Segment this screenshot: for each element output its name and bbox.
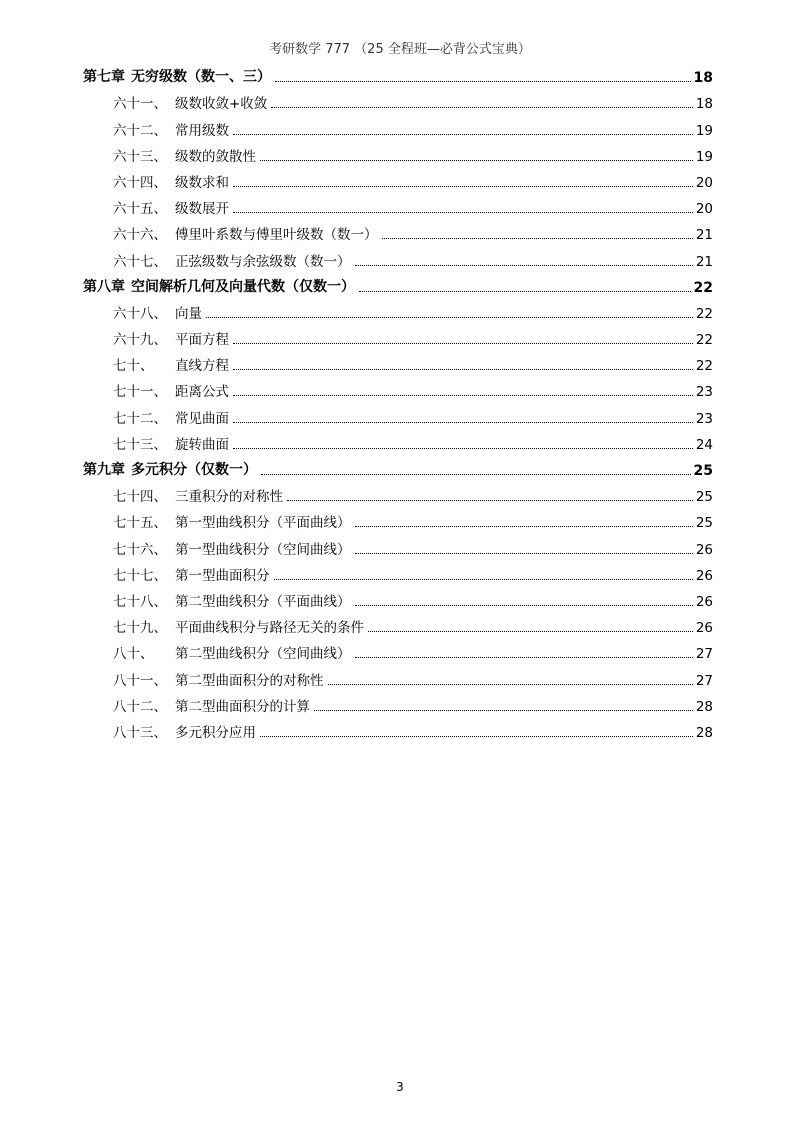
- toc-entry-number: 七十八、: [113, 593, 167, 610]
- toc-entry-number: 八十二、: [113, 698, 167, 715]
- toc-chapter-entry[interactable]: [83, 453, 713, 479]
- toc-entry-page: 26: [695, 593, 713, 610]
- toc-entry-title: 常见曲面: [175, 410, 229, 427]
- toc-dot-leader: [382, 238, 693, 239]
- toc-entry-page: 25: [695, 515, 713, 532]
- toc-section-entry[interactable]: [83, 662, 713, 688]
- toc-entry-page: 18: [695, 96, 713, 113]
- toc-section-entry[interactable]: [83, 243, 713, 269]
- toc-entry-number: 七十五、: [113, 515, 167, 532]
- toc-dot-leader: [233, 422, 693, 423]
- toc-entry-title: 旋转曲面: [175, 436, 229, 453]
- toc-section-entry[interactable]: [83, 531, 713, 557]
- page-header: 考研数学 777 （25 全程班—必背公式宝典）: [269, 42, 531, 57]
- toc-section-entry[interactable]: [83, 715, 713, 741]
- toc-entry-number: 七十九、: [113, 620, 167, 637]
- toc-section-entry[interactable]: [83, 479, 713, 505]
- toc-dot-leader: [206, 317, 693, 318]
- toc-entry-title: 平面曲线积分与路径无关的条件: [175, 620, 364, 637]
- toc-entry-number: 七十七、: [113, 567, 167, 584]
- toc-entry-page: 26: [695, 567, 713, 584]
- toc-entry-title: 第一型曲面积分: [175, 567, 270, 584]
- toc-dot-leader: [328, 684, 693, 685]
- toc-entry-page: 21: [695, 253, 713, 270]
- toc-dot-leader: [355, 657, 693, 658]
- toc-entry-number: 七十二、: [113, 410, 167, 427]
- toc-section-entry[interactable]: [83, 636, 713, 662]
- toc-section-entry[interactable]: [83, 584, 713, 610]
- toc-entry-number: 六十四、: [113, 174, 167, 191]
- toc-entry-number: 第七章: [83, 69, 125, 86]
- toc-entry-title: 直线方程: [175, 358, 229, 375]
- toc-entry-page: 19: [695, 122, 713, 139]
- toc-section-entry[interactable]: [83, 505, 713, 531]
- toc-entry-page: 18: [693, 70, 713, 87]
- toc-chapter-entry[interactable]: [83, 270, 713, 296]
- toc-dot-leader: [274, 579, 693, 580]
- toc-entry-number: 第八章: [83, 278, 125, 295]
- toc-entry-page: 27: [695, 672, 713, 689]
- toc-entry-number: 八十、: [113, 646, 154, 663]
- toc-entry-page: 19: [695, 148, 713, 165]
- toc-entry-number: 六十六、: [113, 227, 167, 244]
- toc-entry-title: 第二型曲面积分的计算: [175, 698, 310, 715]
- toc-dot-leader: [233, 343, 693, 344]
- toc-entry-number: 七十三、: [113, 436, 167, 453]
- toc-entry-page: 24: [695, 436, 713, 453]
- toc-entry-page: 22: [695, 332, 713, 349]
- toc-entry-number: 六十三、: [113, 148, 167, 165]
- toc-entry-page: 20: [695, 174, 713, 191]
- toc-entry-page: 23: [695, 384, 713, 401]
- toc-dot-leader: [233, 186, 693, 187]
- toc-entry-title: 第二型曲线积分（平面曲线）: [175, 593, 351, 610]
- toc-entry-page: 27: [695, 646, 713, 663]
- toc-entry-title: 三重积分的对称性: [175, 489, 283, 506]
- toc-entry-number: 六十二、: [113, 122, 167, 139]
- toc-dot-leader: [275, 81, 691, 82]
- toc-entry-title: 第一型曲线积分（平面曲线）: [175, 515, 351, 532]
- page-number: 3: [396, 1080, 404, 1094]
- toc-section-entry[interactable]: [83, 558, 713, 584]
- toc-dot-leader: [233, 448, 693, 449]
- toc-entry-page: 20: [695, 201, 713, 218]
- toc-entry-title: 级数展开: [175, 201, 229, 218]
- toc-entry-page: 25: [695, 489, 713, 506]
- toc-entry-page: 22: [693, 279, 713, 296]
- toc-dot-leader: [233, 212, 693, 213]
- toc-section-entry[interactable]: [83, 610, 713, 636]
- table-of-contents: [83, 60, 713, 741]
- toc-entry-number: 七十四、: [113, 489, 167, 506]
- toc-dot-leader: [233, 369, 693, 370]
- toc-dot-leader: [355, 265, 693, 266]
- toc-entry-number: 八十三、: [113, 724, 167, 741]
- toc-entry-number: 七十六、: [113, 541, 167, 558]
- toc-entry-number: 六十八、: [113, 305, 167, 322]
- toc-entry-page: 26: [695, 541, 713, 558]
- toc-entry-title: 多元积分应用: [175, 724, 256, 741]
- toc-entry-title: 向量: [175, 305, 202, 322]
- toc-entry-title: 平面方程: [175, 332, 229, 349]
- toc-dot-leader: [355, 605, 693, 606]
- toc-section-entry[interactable]: [83, 689, 713, 715]
- toc-dot-leader: [271, 107, 693, 108]
- toc-section-entry[interactable]: [83, 86, 713, 112]
- toc-entry-title: 第一型曲线积分（空间曲线）: [175, 541, 351, 558]
- toc-section-entry[interactable]: [83, 374, 713, 400]
- toc-entry-title: 距离公式: [175, 384, 229, 401]
- toc-entry-page: 22: [695, 305, 713, 322]
- toc-entry-title: 第二型曲面积分的对称性: [175, 672, 324, 689]
- toc-section-entry[interactable]: [83, 296, 713, 322]
- toc-dot-leader: [261, 474, 691, 475]
- toc-section-entry[interactable]: [83, 322, 713, 348]
- toc-section-entry[interactable]: [83, 348, 713, 374]
- toc-entry-title: 傅里叶系数与傅里叶级数（数一）: [175, 227, 378, 244]
- toc-dot-leader: [314, 710, 693, 711]
- toc-dot-leader: [260, 160, 693, 161]
- toc-dot-leader: [233, 134, 693, 135]
- toc-dot-leader: [260, 736, 693, 737]
- toc-entry-page: 26: [695, 620, 713, 637]
- toc-entry-title: 多元积分（仅数一）: [131, 462, 257, 478]
- toc-dot-leader: [287, 500, 693, 501]
- toc-entry-number: 第九章: [83, 462, 125, 478]
- toc-entry-number: 七十一、: [113, 384, 167, 401]
- toc-entry-page: 23: [695, 410, 713, 427]
- toc-entry-title: 级数求和: [175, 174, 229, 191]
- toc-entry-number: 六十七、: [113, 253, 167, 270]
- toc-section-entry[interactable]: [83, 112, 713, 138]
- toc-dot-leader: [233, 395, 693, 396]
- toc-entry-title: 常用级数: [175, 122, 229, 139]
- toc-entry-page: 22: [695, 358, 713, 375]
- toc-entry-page: 21: [695, 227, 713, 244]
- toc-entry-title: 正弦级数与余弦级数（数一）: [175, 253, 351, 270]
- toc-section-entry[interactable]: [83, 139, 713, 165]
- toc-dot-leader: [355, 553, 693, 554]
- toc-entry-page: 28: [695, 724, 713, 741]
- toc-section-entry[interactable]: [83, 191, 713, 217]
- toc-entry-page: 25: [693, 463, 713, 479]
- toc-entry-title: 第二型曲线积分（空间曲线）: [175, 646, 351, 663]
- toc-entry-number: 六十一、: [113, 96, 167, 113]
- toc-entry-number: 六十五、: [113, 201, 167, 218]
- toc-entry-number: 八十一、: [113, 672, 167, 689]
- toc-entry-title: 级数的敛散性: [175, 148, 256, 165]
- toc-entry-title: 级数收敛+收敛: [175, 96, 268, 113]
- toc-section-entry[interactable]: [83, 400, 713, 426]
- toc-entry-page: 28: [695, 698, 713, 715]
- toc-section-entry[interactable]: [83, 217, 713, 243]
- toc-section-entry[interactable]: [83, 165, 713, 191]
- toc-dot-leader: [368, 631, 693, 632]
- toc-entry-title: 无穷级数（数一、三）: [131, 69, 271, 86]
- toc-chapter-entry[interactable]: [83, 60, 713, 86]
- toc-dot-leader: [359, 291, 691, 292]
- toc-section-entry[interactable]: [83, 427, 713, 453]
- toc-entry-number: 六十九、: [113, 332, 167, 349]
- toc-dot-leader: [355, 526, 693, 527]
- toc-entry-title: 空间解析几何及向量代数（仅数一）: [131, 278, 355, 295]
- toc-entry-number: 七十、: [113, 358, 154, 375]
